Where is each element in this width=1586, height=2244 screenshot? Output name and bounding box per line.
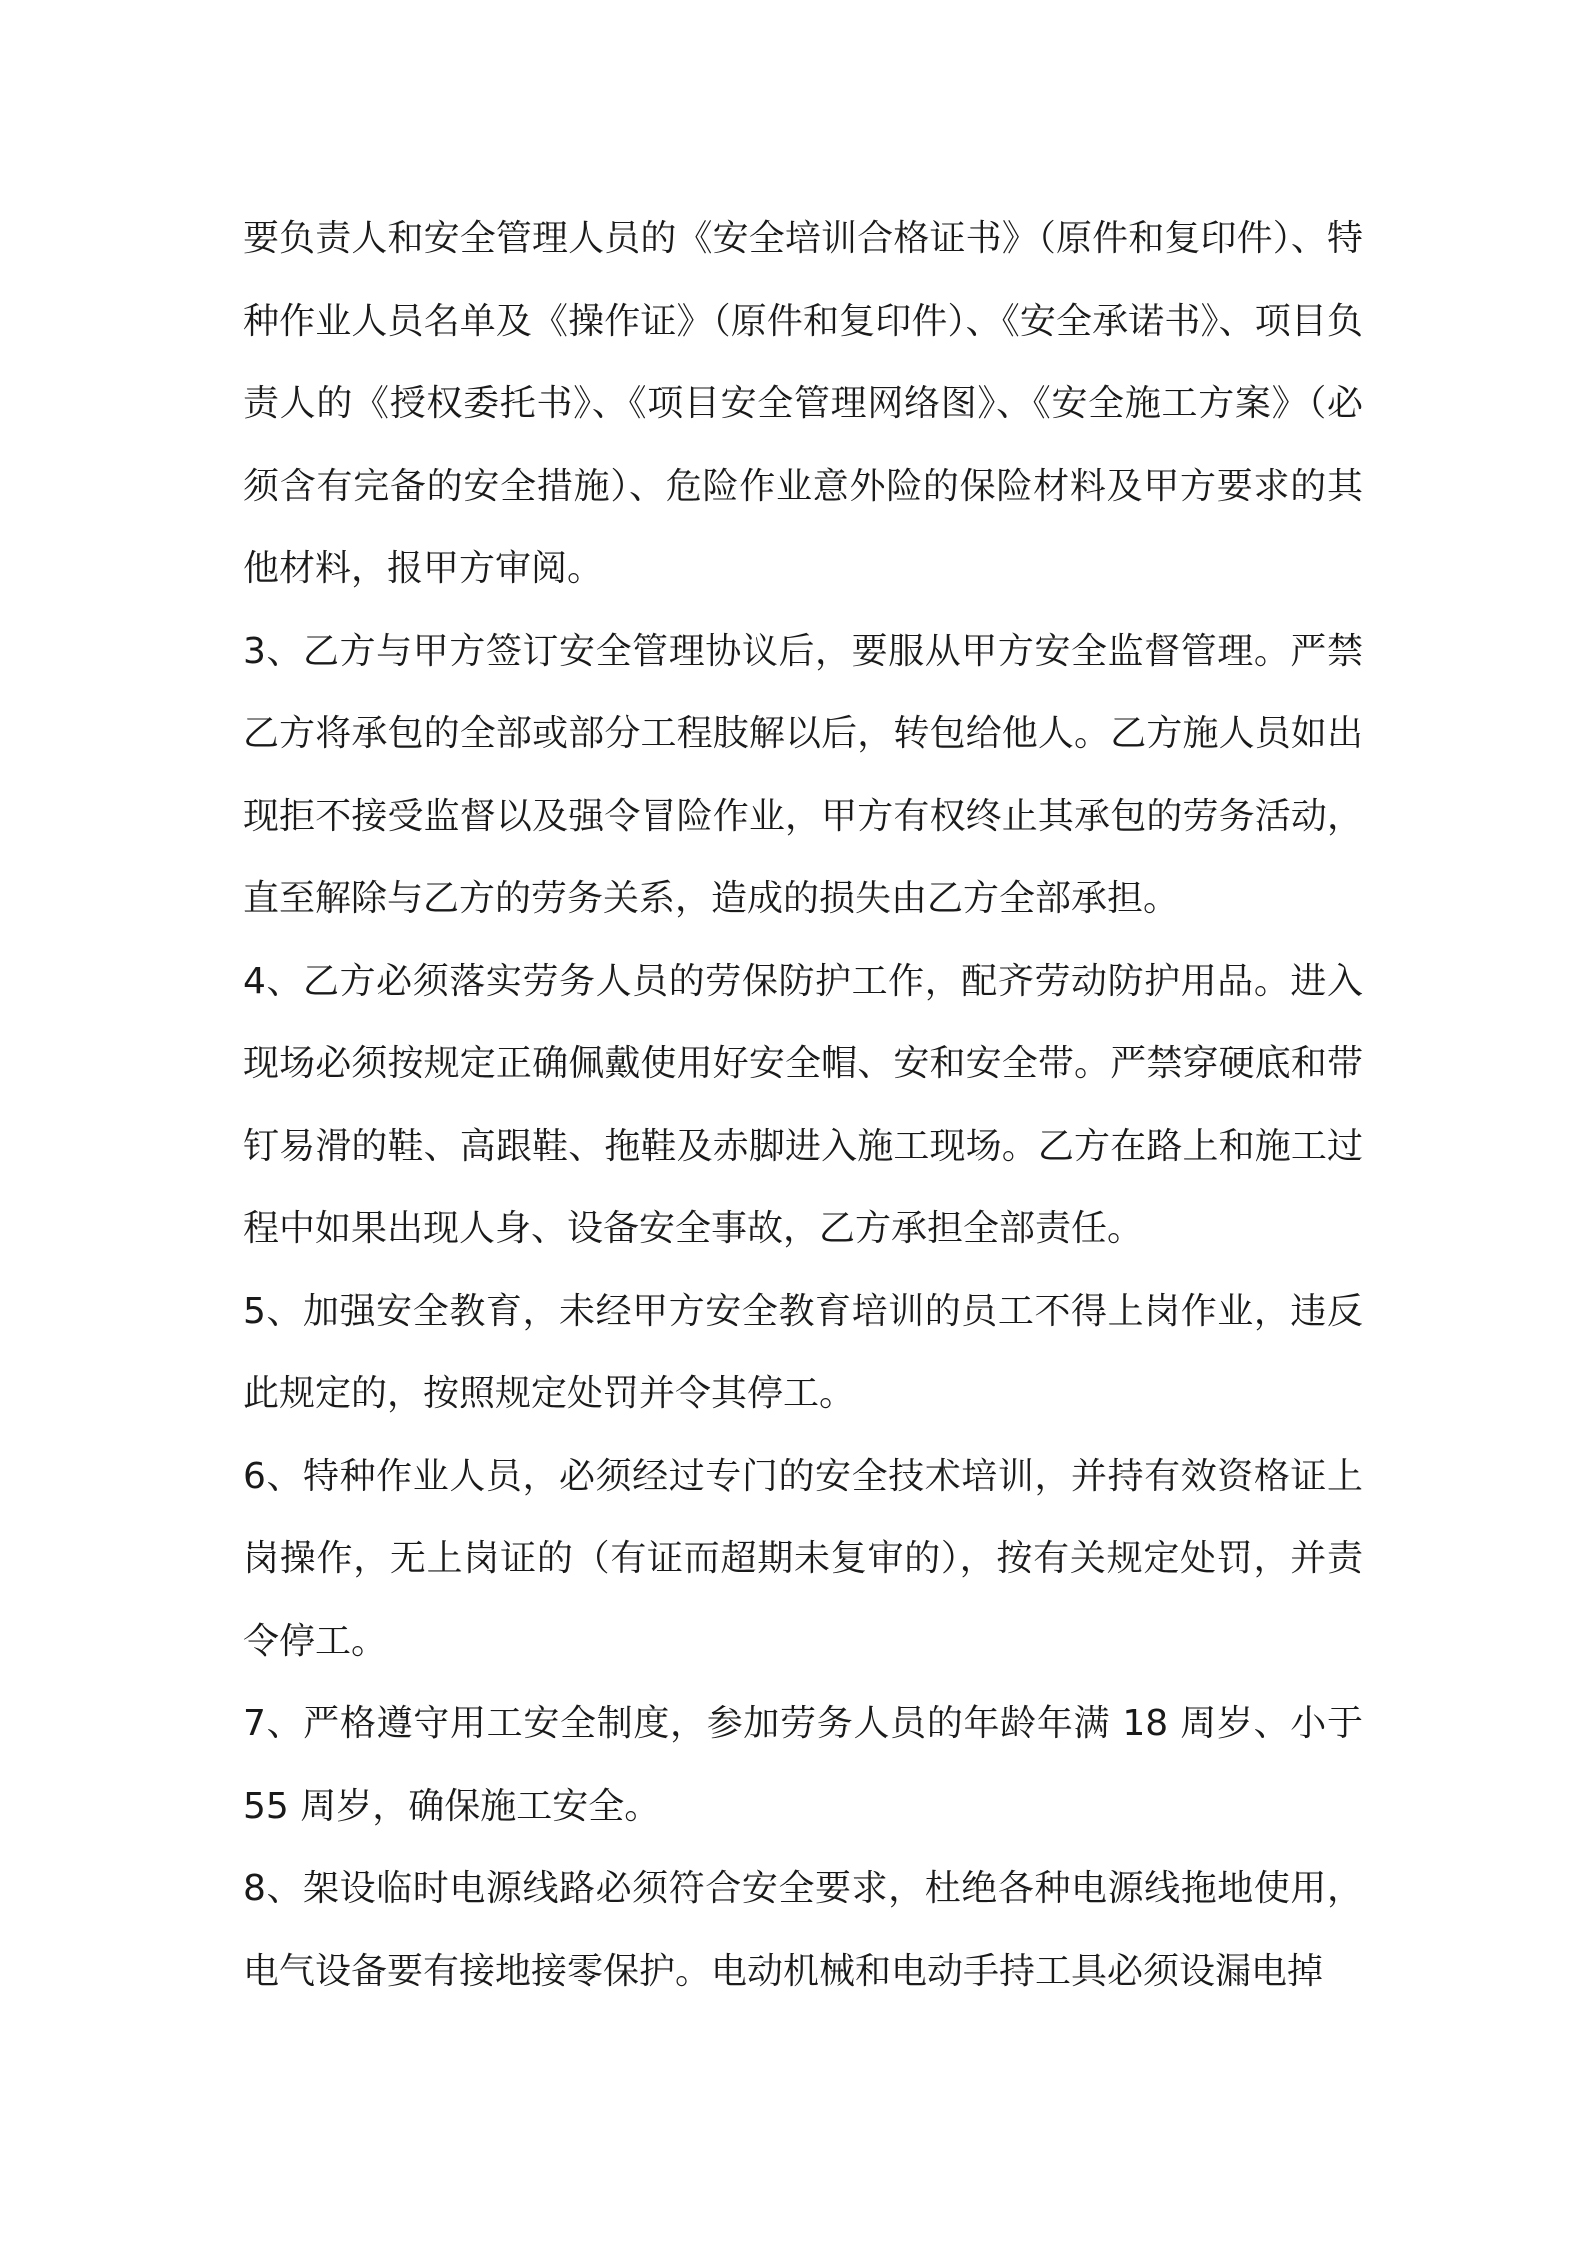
paragraph-clause-6: 6、特种作业人员，必须经过专门的安全技术培训，并持有效资格证上岗操作，无上岗证的（有证而超期未复审的），按有关规定处罚，并责令停工。: [243, 1455, 1363, 1662]
paragraph-clause-7: 7、严格遵守用工安全制度，参加劳务人员的年龄年满 18 周岁、小于 55 周岁，确保施工安全。: [243, 1703, 1363, 1827]
document-body: [243, 198, 1363, 2013]
paragraph-clause-3: 3、乙方与甲方签订安全管理协议后，要服从甲方安全监督管理。严禁乙方将承包的全部或部分工程肢解以后，转包给他人。乙方施人员如出现拒不接受监督以及强令冒险作业，甲方有权终止其承包的劳务活动，直至解除与乙方的劳务关系，造成的损失由乙方全部承担。: [243, 630, 1363, 919]
paragraph-clause-5: 5、加强安全教育，未经甲方安全教育培训的员工不得上岗作业，违反此规定的，按照规定处罚并令其停工。: [243, 1290, 1363, 1414]
paragraph-continued-materials: 要负责人和安全管理人员的《安全培训合格证书》（原件和复印件）、特种作业人员名单及《操作证》（原件和复印件）、《安全承诺书》、项目负责人的《授权委托书》、《项目安全管理网络图》、《安全施工方案》（必须含有完备的安全措施）、危险作业意外险的保险材料及甲方要求的其他材料，报甲方审阅。: [243, 218, 1363, 589]
paragraph-clause-4: 4、乙方必须落实劳务人员的劳保防护工作，配齐劳动防护用品。进入现场必须按规定正确佩戴使用好安全帽、安和安全带。严禁穿硬底和带钉易滑的鞋、高跟鞋、拖鞋及赤脚进入施工现场。乙方在路上和施工过程中如果出现人身、设备安全事故，乙方承担全部责任。: [243, 960, 1363, 1249]
paragraph-clause-8: 8、架设临时电源线路必须符合安全要求，杜绝各种电源线拖地使用，电气设备要有接地接零保护。电动机械和电动手持工具必须设漏电掉: [243, 1868, 1363, 1992]
